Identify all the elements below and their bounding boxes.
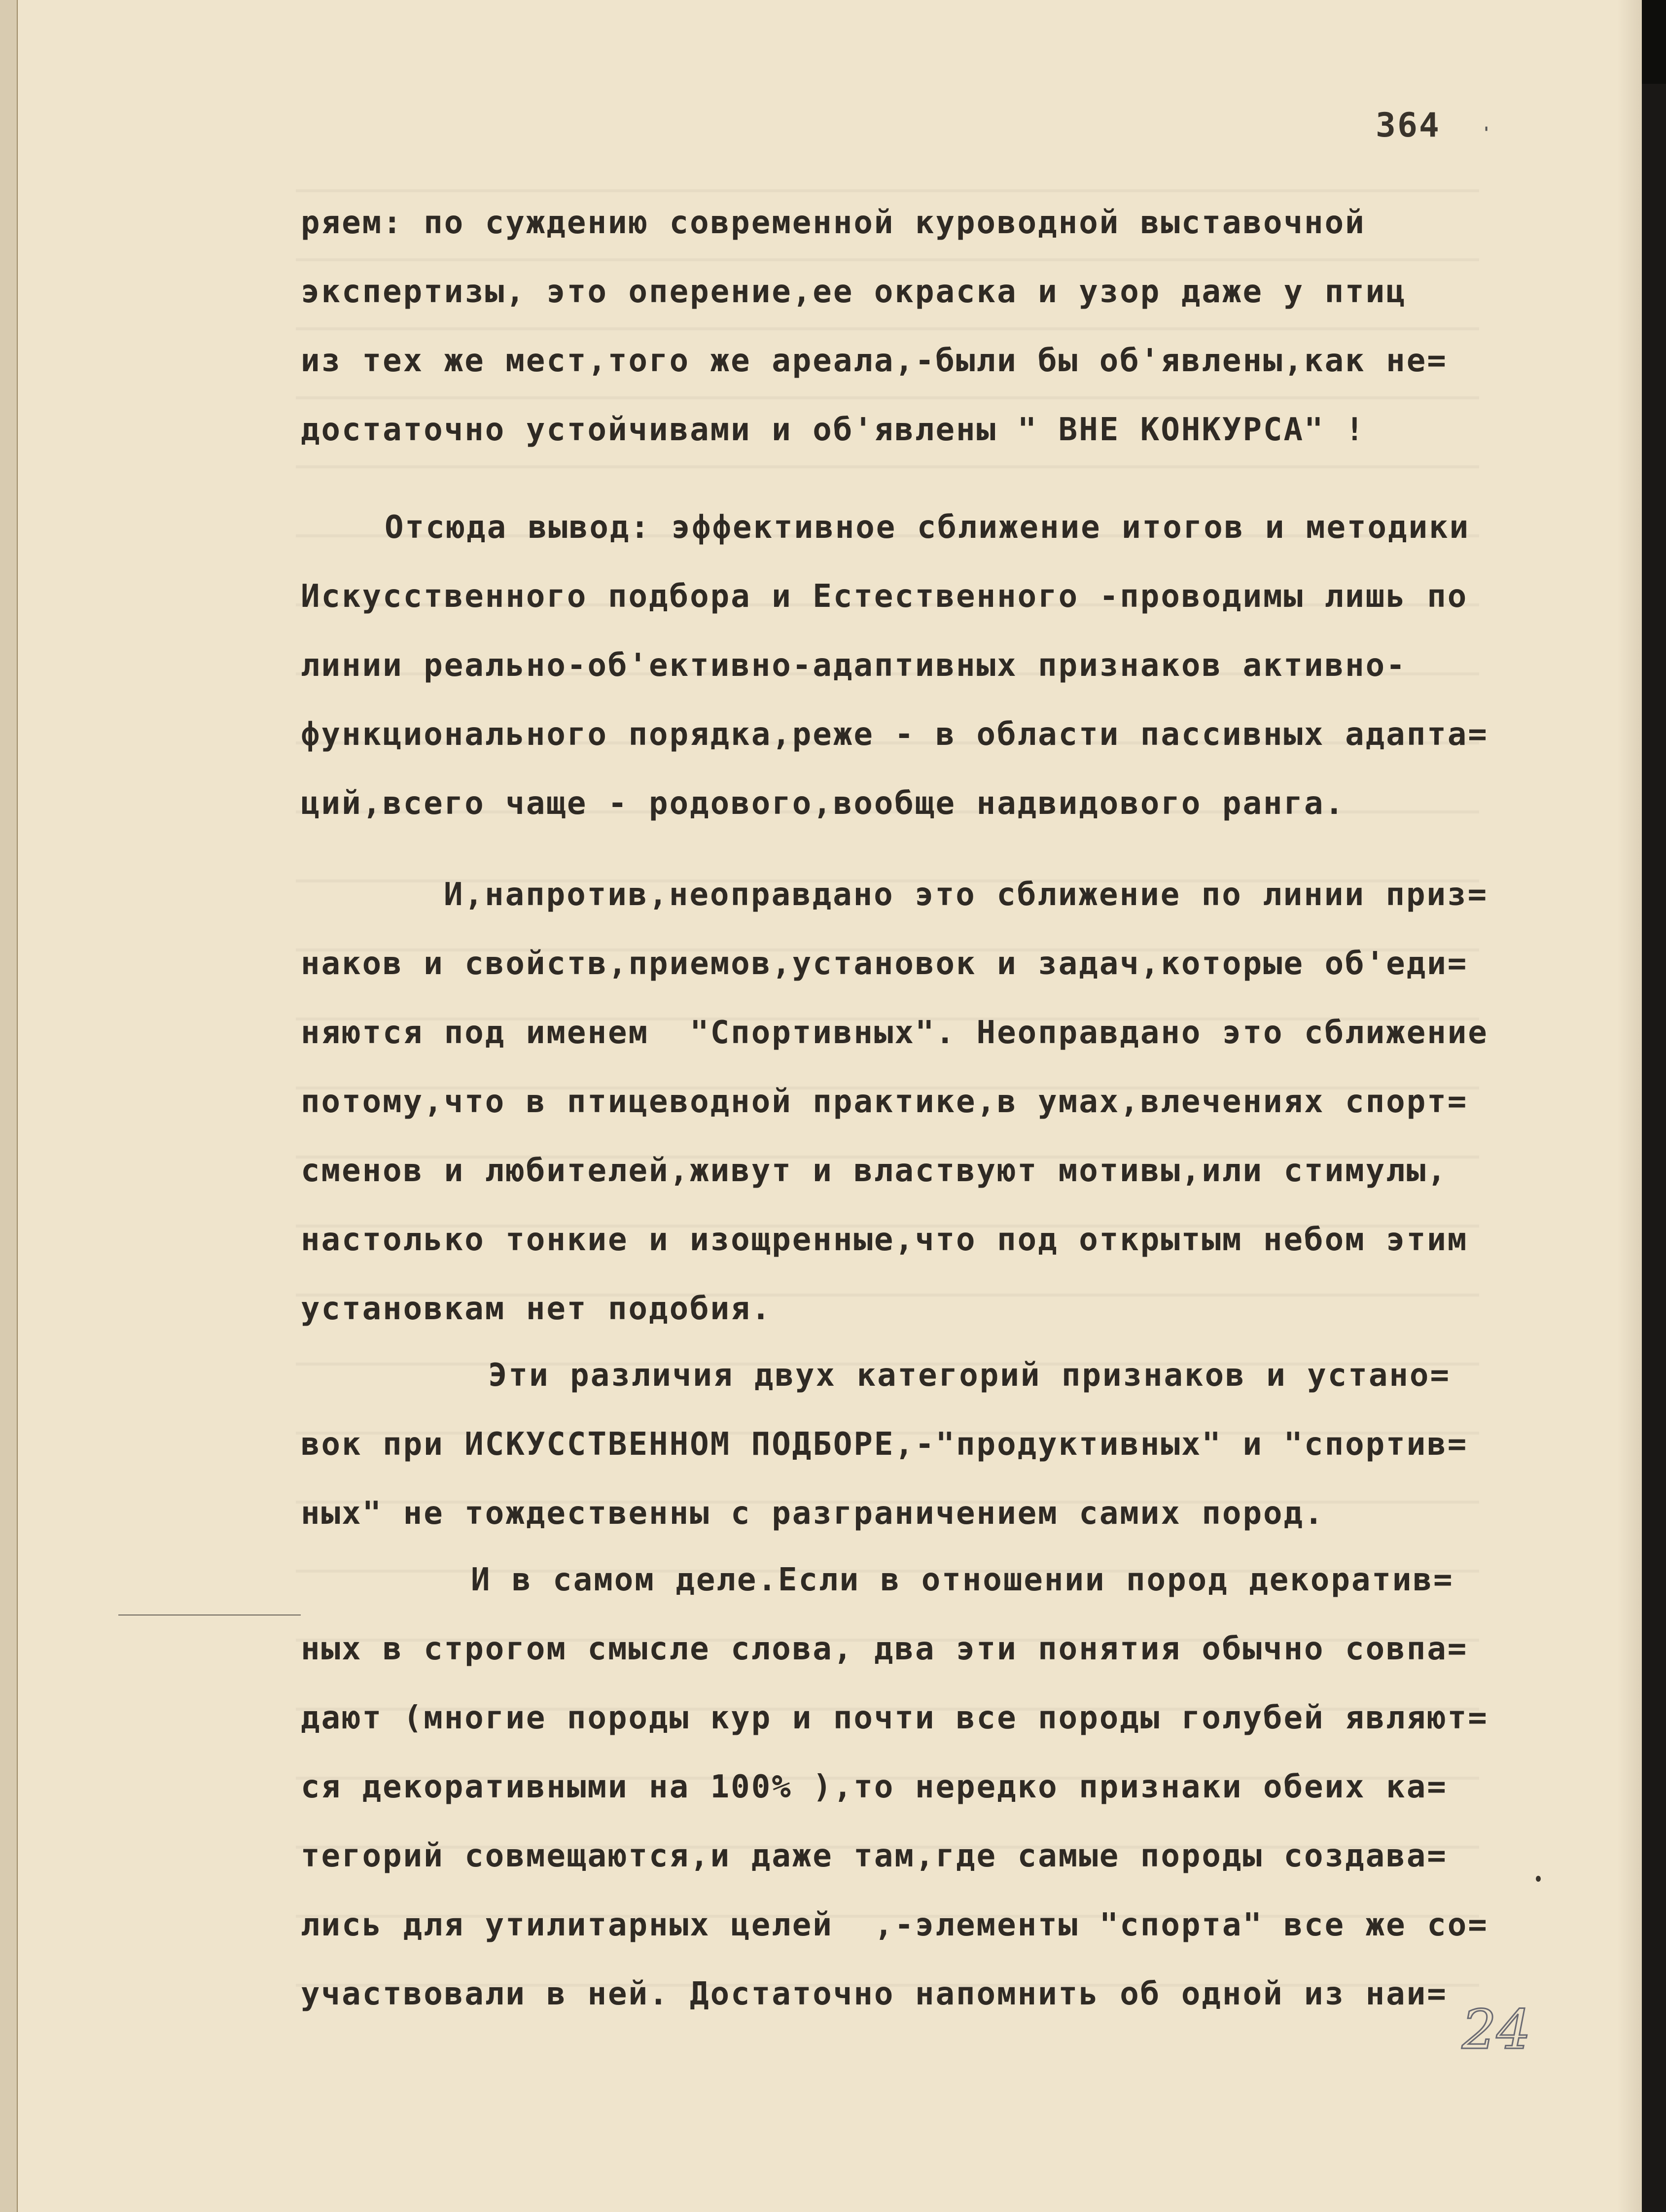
- text-line: установкам нет подобия.: [301, 1291, 772, 1327]
- page-number: 364: [1376, 106, 1441, 145]
- text-line: няются под именем "Спортивных". Неоправдано это сближение: [301, 1015, 1489, 1051]
- folio-number-text: 24: [1462, 2001, 1531, 2061]
- stray-mark: ': [1482, 123, 1493, 142]
- text-line: ряем: по суждению современной куроводной выставочной: [301, 205, 1366, 241]
- text-line: сменов и любителей,живут и властвуют мотивы,или стимулы,: [301, 1153, 1448, 1189]
- text-line: из тех же мест,того же ареала,-были бы об'явлены,как не=: [301, 343, 1448, 379]
- ink-dot: [1536, 1876, 1541, 1882]
- text-line: Отсюда вывод: эффективное сближение итогов и методики: [385, 509, 1470, 546]
- text-line: достаточно устойчивами и об'явлены " ВНЕ КОНКУРСА" !: [301, 412, 1366, 448]
- text-line: ных" не тождественны с разграничением самих пород.: [301, 1495, 1325, 1532]
- text-line: Искусственного подбора и Естественного -проводимы лишь по: [301, 578, 1468, 615]
- text-line: потому,что в птицеводной практике,в умах,влечениях спорт=: [301, 1084, 1468, 1120]
- text-line: тегорий совмещаются,и даже там,где самые породы создава=: [301, 1838, 1448, 1874]
- text-line: ций,всего чаще - родового,вообще надвидового ранга.: [301, 785, 1346, 822]
- text-line: ся декоративными на 100% ),то нередко признаки обеих ка=: [301, 1769, 1448, 1805]
- text-line: ных в строгом смысле слова, два эти понятия обычно совпа=: [301, 1631, 1468, 1667]
- text-line: дают (многие породы кур и почти все породы голубей являют=: [301, 1700, 1489, 1736]
- text-line: наков и свойств,приемов,установок и задач,которые об'еди=: [301, 946, 1468, 982]
- text-line: функционального порядка,реже - в области пассивных адапта=: [301, 716, 1489, 753]
- text-line: экспертизы, это оперение,ее окраска и узор даже у птиц: [301, 274, 1407, 310]
- handwritten-folio-number: [1457, 2001, 1556, 2061]
- text-line: линии реально-об'ективно-адаптивных признаков активно-: [301, 647, 1407, 684]
- text-line: Эти различия двух категорий признаков и устано=: [488, 1357, 1451, 1394]
- text-line: И,напротив,неоправдано это сближение по линии приз=: [444, 877, 1489, 913]
- text-line: настолько тонкие и изощренные,что под открытым небом этим: [301, 1222, 1468, 1258]
- text-line: участвовали в ней. Достаточно напомнить об одной из наи=: [301, 1976, 1448, 2012]
- text-line: вок при ИСКУССТВЕННОМ ПОДБОРЕ,-"продуктивных" и "спортив=: [301, 1426, 1468, 1463]
- text-line: лись для утилитарных целей ,-элементы "спорта" все же со=: [301, 1907, 1489, 1943]
- text-line: И в самом деле.Если в отношении пород декоратив=: [471, 1562, 1454, 1598]
